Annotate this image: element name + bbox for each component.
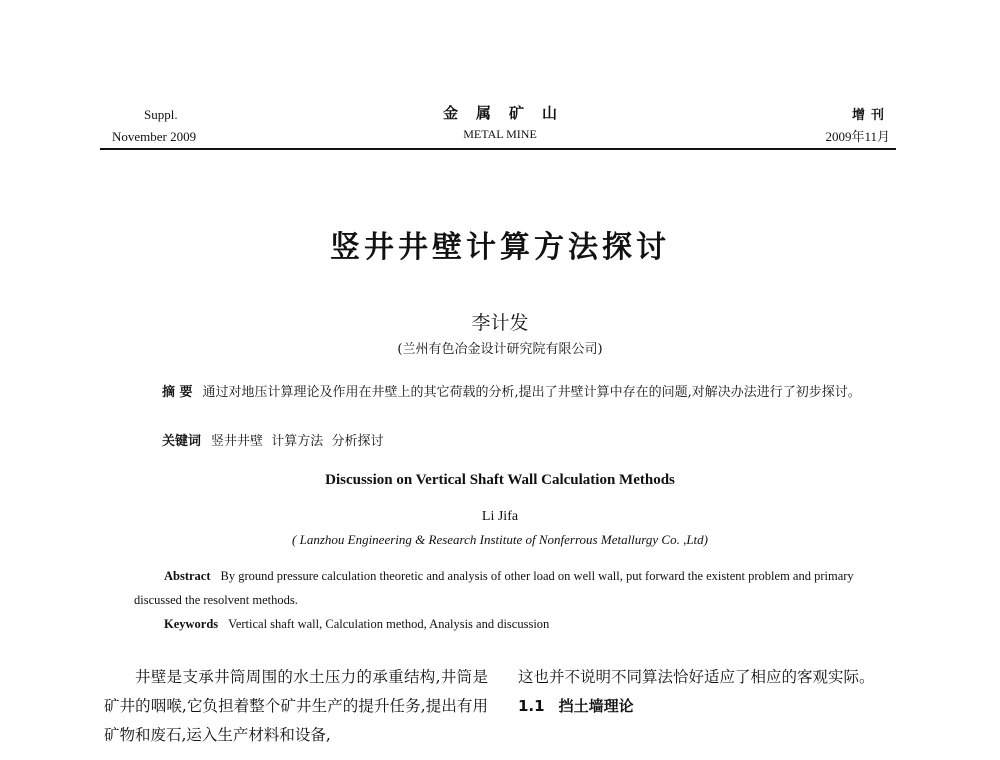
abstract-label-cn: 摘 要 [162,385,193,400]
section-title: 挡土墙理论 [558,697,634,715]
journal-name [400,102,600,142]
keywords-label-cn: 关键词 [162,434,202,449]
journal-name-en: METAL MINE [463,127,537,141]
affiliation-en: ( Lanzhou Engineering & Research Institute of Nonferrous Metallurgy Co. ,Ltd) [292,532,708,547]
abstract-en [134,564,870,612]
keywords-text-cn: 竖井井壁 计算方法 分析探讨 [211,434,384,449]
journal-supplement-info [112,104,196,148]
journal-name-cn: 金属矿山 [442,106,575,122]
abstract-cn [134,382,870,404]
keywords-cn [162,430,384,449]
keywords-en [164,617,549,632]
body-column-left [104,663,488,750]
body-column-right [518,663,902,721]
journal-issue-info [825,104,890,148]
issue-date-en: November 2009 [112,129,197,144]
supplement-label: Suppl. [144,107,178,122]
section-heading [518,692,902,721]
keywords-label-en: Keywords [164,617,219,631]
body-paragraph: 井壁是支承井筒周围的水土压力的承重结构,井筒是矿井的咽喉,它负担着整个矿井生产的提升任务,提出有用矿物和废石,运入生产材料和设备, [104,668,488,744]
affiliation-cn: (兰州有色冶金设计研究院有限公司) [397,342,603,357]
article-title-en: Discussion on Vertical Shaft Wall Calculation Methods [325,472,675,488]
issue-date-cn: 2009年11月 [825,129,890,144]
section-number: 1.1 [518,697,545,715]
keywords-text-en: Vertical shaft wall, Calculation method, Analysis and discussion [228,617,550,631]
abstract-text-cn: 通过对地压计算理论及作用在井壁上的其它荷载的分析,提出了井壁计算中存在的问题,对解决办法进行了初步探讨。 [202,385,861,400]
author-cn: 李计发 [471,312,529,334]
article-title-cn: 竖井井壁计算方法探讨 [330,230,670,265]
body-paragraph-continuation: 这也并不说明不同算法恰好适应了相应的客观实际。 [518,668,875,686]
header-rule [100,148,896,150]
author-en: Li Jifa [481,509,519,524]
abstract-text-en: By ground pressure calculation theoretic and analysis of other load on well wall, put forward the existent problem and primary discussed the resolvent methods. [134,569,854,607]
supplement-label-cn: 增刊 [851,107,890,122]
abstract-label-en: Abstract [164,569,211,583]
